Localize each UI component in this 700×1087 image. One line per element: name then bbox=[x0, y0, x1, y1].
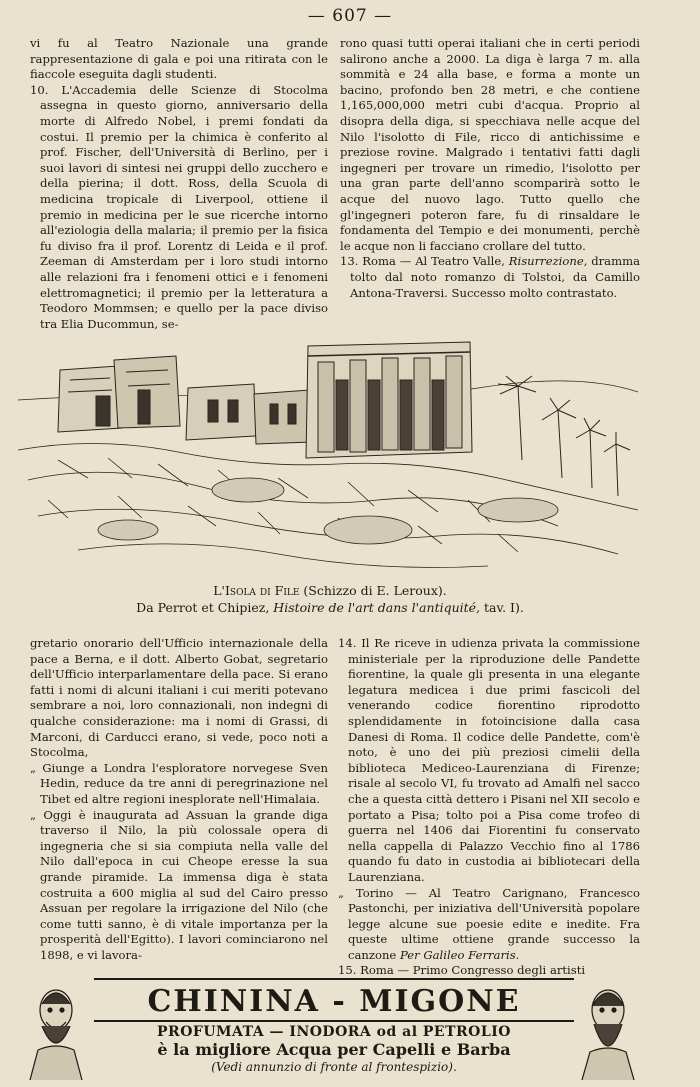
page-number: — 607 — bbox=[307, 6, 393, 26]
work-title: Risurrezione, bbox=[508, 254, 588, 269]
entry-text: Il Re riceve in udienza privata la commissione ministeriale per la riproduzione delle Pandette fiorentine, la quale gli presenta in una elegante legatura medicea i due primi fascicoli del venerando codice fiorentino riprodotto splendidamente in fotoincisione dalla casa Danesi di Roma. Il codice delle Pandette, com'è noto, è uno dei più preziosi cimelii della biblioteca Mediceo-Laurenziana di Firenze; risale al secolo VI, fu trovato ad Amalfi nel sacco che a questa città dettero i Pisani nel XII secolo e portato a Pisa; tolto poi a Pisa come trofeo di guerra nel 1406 dai Fiorentini fu conservato nella cappella di Palazzo Vecchio fino al 1786 quando fu dato in custodia ai bibliotecari della Laurenziana. bbox=[348, 636, 640, 884]
entry-text: Giunge a Londra l'esploratore norvegese Sven Hedin, reduce da tre anni di peregrinazione nel Tibet ed altre regioni inesplorate nell'Himalaia. bbox=[40, 760, 328, 806]
figure-source: Da Perrot et Chipiez, bbox=[136, 600, 270, 615]
ad-reference: (Vedi annunzio di fronte al frontespizio). bbox=[211, 1060, 457, 1074]
paragraph: vi fu al Teatro Nazionale una grande rappresentazione di gala e poi una ritirata con le fiaccole eseguita dagli studenti. bbox=[30, 36, 328, 82]
entry-number: 15. bbox=[338, 963, 357, 978]
ditto-entry bbox=[30, 808, 328, 964]
kiosk-of-trajan bbox=[306, 342, 472, 458]
bearded-man-portrait-left bbox=[24, 976, 88, 1080]
column-bottom-right bbox=[338, 636, 640, 979]
figure-source-plate: tav. I). bbox=[484, 600, 524, 615]
ad-top-rule bbox=[94, 978, 574, 980]
paragraph: rono quasi tutti operai italiani che in certi periodi salirono anche a 2000. La diga è larga 7 m. alla sommità e 24 alla base, e forma a monte un bacino, profondo ben 28 metri, e che contiene 1,165,000,000 metri cubi d'acqua. Proprio al disopra della diga, si specchiava nelle acque del Nilo l'isolotto di File, ricco di antichissime e preziose rovine. Malgrado i tentativi fatti dagli ingegneri per trovare un rimedio, l'isolotto per una gran parte dell'anno scomparirà sotto le acque del nuovo lago. Tutto quello che gl'ingegneri poteron fare, fu di rinsaldare le fondamenta del Tempio e dei monumenti, perchè le acque non li facciano crollare del tutto. bbox=[340, 36, 640, 253]
ad-tagline: PROFUMATA — INODORA od al PETROLIO bbox=[157, 1024, 511, 1040]
ditto-mark: „ bbox=[30, 807, 37, 822]
entry-text: Roma — Primo Congresso degli artisti bbox=[360, 963, 586, 978]
column-top-right bbox=[340, 36, 640, 301]
entry-number: 14. bbox=[338, 636, 357, 650]
column-bottom-left bbox=[30, 636, 328, 963]
work-title: Per Galileo Ferraris. bbox=[399, 947, 520, 962]
left-pylon bbox=[58, 356, 180, 432]
advertisement-banner bbox=[24, 976, 640, 1080]
figure-caption-line2 bbox=[0, 600, 660, 616]
entry-number: 10. bbox=[30, 82, 49, 97]
entry-text: Oggi è inaugurata ad Assuan la grande diga traverso il Nilo, la più colossale opera di ingegneria che si sia compiuta nella valle del Nilo dall'epoca in cui Cheope eresse la sua grande piramide. La immensa diga è stata costruita a 600 miglia al sud del Cairo presso Assuan per regolare la irrigazione del Nilo (che come tutti sanno, è di vitale importanza per la prosperità dell'Egitto). I lavori cominciarono nel 1898, e vi lavora- bbox=[40, 807, 329, 962]
entry-text-cont: dramma tolto dal noto romanzo di Tolstoi, da Camillo Antona-Traversi. Successo molto contrastato. bbox=[350, 254, 640, 300]
ditto-mark: „ bbox=[30, 760, 37, 775]
palm-trees bbox=[498, 376, 630, 496]
figure-source-title: Histoire de l'art dans l'antiquité, bbox=[273, 600, 481, 615]
ditto-mark: „ bbox=[338, 885, 345, 900]
figure-caption-line1 bbox=[0, 583, 660, 599]
entry-text: L'Accademia delle Scienze di Stocolma assegna in questo giorno, anniversario della morte di Alfredo Nobel, i premi fondati da costui. Il premio per la chimica è conferito al prof. Fischer, dell'Università di Berlino, per i suoi lavori di sintesi nei gruppi dello zucchero e della pierina; il dott. Ross, della Scuola di medicina tropicale di Liverpool, ottiene il premio in medicina per le sue ricerche intorno all'eziologia della malaria; il premio per la fisica fu diviso fra il prof. Lorentz di Leida e il prof. Zeeman di Amsterdam per i loro studi intorno alle relazioni fra i fenomeni ottici e i fenomeni elettromagnetici; il premio per la letteratura a Teodoro Mommsen; e quello per la pace diviso tra Elia Ducommun, se- bbox=[40, 82, 329, 331]
dated-entry bbox=[30, 83, 328, 333]
column-top-left bbox=[30, 36, 328, 332]
ad-brand-name: CHININA - MIGONE bbox=[147, 984, 521, 1019]
middle-ruins bbox=[186, 384, 312, 444]
entry-text: Roma — Al Teatro Valle, bbox=[362, 254, 505, 269]
ditto-entry bbox=[338, 886, 640, 964]
entry-number: 13. bbox=[340, 254, 359, 269]
figure-credit: (Schizzo di E. Leroux). bbox=[303, 583, 447, 598]
ad-slogan: è la migliore Acqua per Capelli e Barba bbox=[157, 1040, 511, 1059]
bearded-man-portrait-right bbox=[576, 976, 640, 1080]
figure-title: L'Isola di File bbox=[213, 583, 300, 598]
entry-text: Torino — Al Teatro Carignano, Francesco Pastonchi, per iniziativa dell'Università popolare legge alcune sue poesie edite e inedite. Fra queste ultime ottiene grande successo la canzone bbox=[348, 885, 641, 962]
ad-mid-rule bbox=[94, 1020, 574, 1022]
philae-island-sketch bbox=[18, 340, 638, 576]
dated-entry bbox=[340, 254, 640, 301]
rocky-ground bbox=[18, 443, 638, 567]
ditto-entry bbox=[30, 761, 328, 808]
paragraph: gretario onorario dell'Ufficio internazionale della pace a Berna, e il dott. Alberto Gobat, segretario dell'Ufficio interparlamentare della pace. Si erano fatti i nomi di alcuni italiani i cui meriti potevano sembrare a noi, loro connazionali, non indegni di qualche considerazione: ma i nomi di Grassi, di Marconi, di Carducci erano, si vede, poco noti a Stocolma, bbox=[30, 636, 328, 760]
dated-entry bbox=[338, 636, 640, 886]
